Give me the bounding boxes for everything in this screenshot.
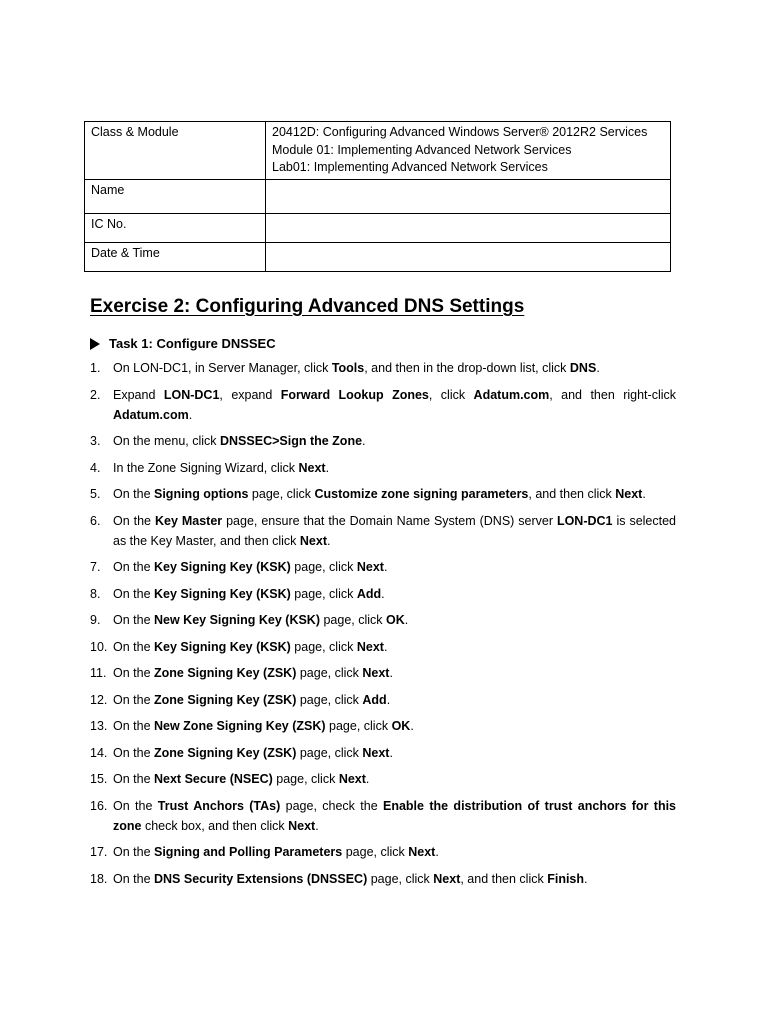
step-text: . bbox=[325, 460, 330, 475]
step-text: . bbox=[365, 772, 370, 786]
list-item bbox=[90, 743, 676, 763]
step-text: page, click bbox=[248, 487, 315, 501]
step-number: 16. bbox=[90, 798, 108, 813]
step-text: page, click bbox=[320, 613, 387, 627]
step-number: 13. bbox=[90, 719, 108, 733]
step-text: On the bbox=[113, 871, 154, 886]
step-bold-text: Add bbox=[362, 692, 387, 707]
step-bold-text: Next bbox=[356, 639, 384, 654]
list-item bbox=[90, 663, 676, 683]
step-text: page, click bbox=[272, 772, 339, 786]
list-item bbox=[90, 458, 676, 478]
step-text: On the bbox=[113, 487, 154, 501]
step-text: , and then click bbox=[528, 487, 616, 501]
step-text: . bbox=[327, 533, 331, 548]
step-text: . bbox=[383, 639, 388, 654]
step-bold-text: Signing and Polling Parameters bbox=[154, 845, 343, 859]
list-item bbox=[90, 385, 676, 425]
date-time-value-cell bbox=[266, 242, 671, 271]
step-bold-text: Next bbox=[433, 871, 461, 886]
step-text: On the bbox=[113, 560, 154, 574]
step-bold-text: Key Master bbox=[154, 513, 223, 528]
step-bold-text: Next bbox=[299, 533, 327, 548]
step-bold-text: New Zone Signing Key (ZSK) bbox=[154, 719, 326, 733]
name-label: Name bbox=[85, 179, 266, 213]
step-bold-text: Next bbox=[408, 845, 436, 859]
step-text: is selected as the Key Master, and then click bbox=[113, 513, 677, 548]
step-text: . bbox=[404, 613, 409, 627]
step-bold-text: Next bbox=[615, 487, 643, 501]
step-text: On LON-DC1, in Server Manager, click bbox=[113, 361, 332, 375]
table-row bbox=[85, 242, 671, 271]
step-bold-text: Signing options bbox=[154, 487, 249, 501]
module-title-line: Module 01: Implementing Advanced Network Services bbox=[272, 142, 572, 157]
step-bold-text: Next Secure (NSEC) bbox=[154, 772, 273, 786]
step-number: 7. bbox=[90, 560, 101, 574]
step-bold-text: New Key Signing Key (KSK) bbox=[154, 613, 320, 627]
step-text: page, click bbox=[296, 745, 363, 760]
step-number: 18. bbox=[90, 871, 108, 886]
step-bold-text: DNS Security Extensions (DNSSEC) bbox=[154, 871, 368, 886]
step-number: 4. bbox=[90, 460, 101, 475]
step-text: page, click bbox=[296, 666, 363, 680]
step-number: 2. bbox=[90, 387, 101, 402]
list-item bbox=[90, 769, 676, 789]
step-number: 17. bbox=[90, 845, 108, 859]
exercise-title: Exercise 2: Configuring Advanced DNS Settings bbox=[90, 296, 525, 317]
step-number: 9. bbox=[90, 613, 101, 627]
table-row bbox=[85, 122, 671, 180]
step-bold-text: Forward Lookup Zones bbox=[280, 387, 429, 402]
step-text: , and then right-click bbox=[549, 387, 676, 402]
list-item bbox=[90, 796, 676, 836]
step-text: On the bbox=[113, 798, 158, 813]
step-bold-text: Key Signing Key (KSK) bbox=[154, 639, 291, 654]
step-number: 15. bbox=[90, 772, 108, 786]
step-text: On the bbox=[113, 772, 154, 786]
step-bold-text: Finish bbox=[547, 871, 585, 886]
step-text: . bbox=[584, 871, 588, 886]
step-text: . bbox=[383, 560, 388, 574]
step-text: , and then click bbox=[460, 871, 548, 886]
step-text: page, click bbox=[290, 586, 357, 601]
step-number: 14. bbox=[90, 745, 108, 760]
step-bold-text: DNS bbox=[569, 361, 597, 375]
step-text: check box, and then click bbox=[141, 818, 289, 833]
step-text: . bbox=[381, 586, 385, 601]
course-title-line: 20412D: Configuring Advanced Windows Server® 2012R2 Services bbox=[272, 125, 648, 139]
step-text: . bbox=[389, 666, 393, 680]
step-text: . bbox=[315, 818, 319, 833]
step-text: On the bbox=[113, 845, 154, 859]
lab-info-table bbox=[84, 121, 671, 272]
step-bold-text: Key Signing Key (KSK) bbox=[154, 586, 291, 601]
step-bold-text: Next bbox=[338, 772, 366, 786]
list-item bbox=[90, 584, 676, 604]
step-text: On the bbox=[113, 745, 154, 760]
step-number: 12. bbox=[90, 692, 108, 707]
step-text: . bbox=[596, 361, 600, 375]
step-text: page, check the bbox=[280, 798, 383, 813]
step-text: , and then in the drop-down list, click bbox=[364, 361, 570, 375]
task-heading bbox=[90, 336, 276, 351]
steps-list bbox=[90, 358, 676, 895]
list-item bbox=[90, 716, 676, 736]
step-text: page, click bbox=[296, 692, 363, 707]
step-bold-text: Next bbox=[288, 818, 316, 833]
step-bold-text: OK bbox=[391, 719, 411, 733]
list-item bbox=[90, 637, 676, 657]
step-bold-text: Adatum.com bbox=[473, 387, 550, 402]
list-item bbox=[90, 484, 676, 504]
step-text: page, click bbox=[325, 719, 392, 733]
step-text: On the bbox=[113, 639, 154, 654]
step-text: In the Zone Signing Wizard, click bbox=[113, 460, 299, 475]
step-bold-text: Next bbox=[362, 666, 390, 680]
step-bold-text: Next bbox=[362, 745, 390, 760]
list-item bbox=[90, 431, 676, 451]
list-item bbox=[90, 557, 676, 577]
step-bold-text: Enable the distribution of trust anchors for this zone bbox=[113, 798, 677, 833]
step-bold-text: Next bbox=[356, 560, 384, 574]
class-module-value bbox=[266, 122, 671, 180]
step-text: On the bbox=[113, 586, 154, 601]
step-text: , click bbox=[428, 387, 474, 402]
step-text: page, ensure that the Domain Name System (DNS) server bbox=[222, 513, 557, 528]
step-bold-text: OK bbox=[386, 613, 405, 627]
ic-number-value-cell bbox=[266, 213, 671, 242]
class-module-label: Class & Module bbox=[85, 122, 266, 180]
step-number: 10. bbox=[90, 639, 108, 654]
task-title-text: Task 1: Configure DNSSEC bbox=[109, 336, 276, 351]
triangle-bullet-icon bbox=[90, 338, 100, 350]
ic-number-label: IC No. bbox=[85, 213, 266, 242]
step-bold-text: Key Signing Key (KSK) bbox=[154, 560, 291, 574]
name-value-cell bbox=[266, 179, 671, 213]
lab-title-line: Lab01: Implementing Advanced Network Services bbox=[272, 160, 548, 174]
step-bold-text: Zone Signing Key (ZSK) bbox=[154, 692, 297, 707]
step-number: 5. bbox=[90, 487, 101, 501]
step-text: page, click bbox=[367, 871, 434, 886]
step-text: . bbox=[362, 434, 366, 448]
step-text: , expand bbox=[219, 387, 281, 402]
step-text: . bbox=[386, 692, 391, 707]
step-text: page, click bbox=[290, 560, 357, 574]
step-number: 6. bbox=[90, 513, 101, 528]
step-text: On the bbox=[113, 613, 154, 627]
table-row bbox=[85, 213, 671, 242]
step-text: Expand bbox=[113, 387, 164, 402]
step-text: On the bbox=[113, 666, 154, 680]
step-bold-text: DNSSEC>Sign the Zone bbox=[220, 434, 363, 448]
step-bold-text: LON-DC1 bbox=[556, 513, 613, 528]
step-text: . bbox=[435, 845, 439, 859]
list-item bbox=[90, 869, 676, 889]
list-item bbox=[90, 842, 676, 862]
step-bold-text: Next bbox=[298, 460, 326, 475]
step-text: . bbox=[389, 745, 393, 760]
date-time-label: Date & Time bbox=[85, 242, 266, 271]
step-text: page, click bbox=[290, 639, 357, 654]
list-item bbox=[90, 690, 676, 710]
step-text: On the menu, click bbox=[113, 434, 220, 448]
step-text: . bbox=[642, 487, 646, 501]
list-item bbox=[90, 610, 676, 630]
step-number: 11. bbox=[90, 666, 107, 680]
list-item bbox=[90, 358, 676, 378]
table-row bbox=[85, 179, 671, 213]
step-bold-text: Add bbox=[356, 586, 382, 601]
step-text: On the bbox=[113, 513, 155, 528]
step-bold-text: Tools bbox=[331, 361, 365, 375]
step-text: page, click bbox=[342, 845, 409, 859]
step-text: . bbox=[410, 719, 414, 733]
list-item bbox=[90, 511, 676, 551]
step-bold-text: Zone Signing Key (ZSK) bbox=[154, 666, 297, 680]
step-text: On the bbox=[113, 692, 154, 707]
step-number: 8. bbox=[90, 586, 101, 601]
step-bold-text: Customize zone signing parameters bbox=[314, 487, 529, 501]
step-bold-text: Trust Anchors (TAs) bbox=[157, 798, 281, 813]
step-bold-text: Adatum.com bbox=[113, 407, 189, 422]
step-bold-text: LON-DC1 bbox=[163, 387, 220, 402]
step-bold-text: Zone Signing Key (ZSK) bbox=[154, 745, 297, 760]
step-number: 3. bbox=[90, 434, 101, 448]
step-number: 1. bbox=[90, 361, 101, 375]
step-text: . bbox=[188, 407, 193, 422]
step-text: On the bbox=[113, 719, 154, 733]
